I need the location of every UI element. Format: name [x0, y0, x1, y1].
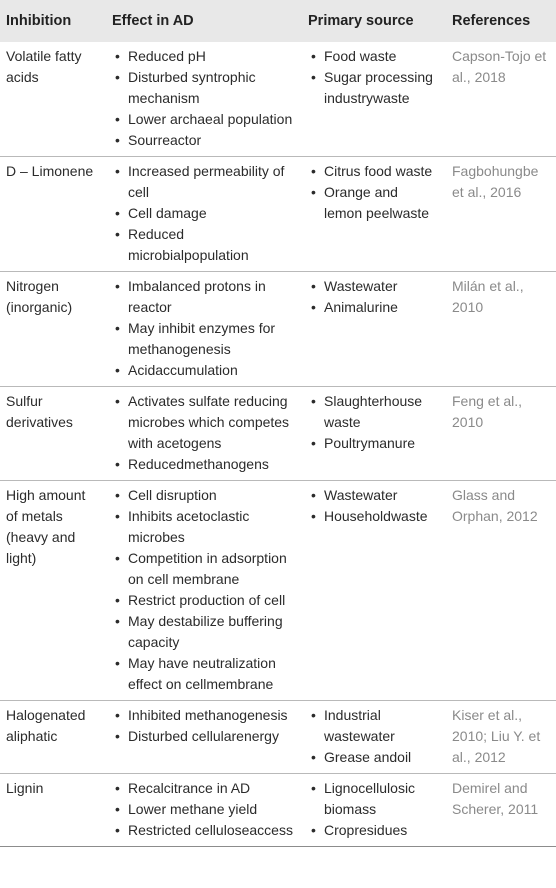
- reference-cell: Demirel and Scherer, 2011: [452, 780, 539, 817]
- source-cell-list: [308, 778, 438, 841]
- effect-item: • Lower archaeal population: [112, 109, 294, 130]
- effect-cell-list: [112, 46, 294, 151]
- reference-cell: Milán et al., 2010: [452, 278, 524, 315]
- effect-item: • Increased permeability of cell: [112, 161, 294, 203]
- effect-item: • Cell damage: [112, 203, 294, 224]
- effect-cell: [106, 774, 302, 847]
- effect-cell: [106, 387, 302, 481]
- table-row: [0, 774, 556, 847]
- header-references: References: [452, 12, 531, 29]
- source-cell: [302, 774, 446, 847]
- source-cell: [302, 481, 446, 701]
- effect-item: • Disturbed cellularenergy: [112, 726, 294, 747]
- source-item: • Wastewater: [308, 276, 438, 297]
- table-row: [0, 701, 556, 774]
- reference-cell: Glass and Orphan, 2012: [452, 487, 538, 524]
- header-row: [0, 0, 556, 42]
- source-cell: [302, 157, 446, 272]
- effect-item: • Disturbed syntrophic mechanism: [112, 67, 294, 109]
- source-item: • Food waste: [308, 46, 438, 67]
- source-cell-list: [308, 46, 438, 109]
- source-cell-list: [308, 391, 438, 454]
- source-item: • Animalurine: [308, 297, 438, 318]
- effect-item: • May have neutralization effect on cellmembrane: [112, 653, 294, 695]
- source-item: • Grease andoil: [308, 747, 438, 768]
- source-cell: [302, 701, 446, 774]
- effect-item: • May inhibit enzymes for methanogenesis: [112, 318, 294, 360]
- table-row: [0, 481, 556, 701]
- effect-item: • Reducedmethanogens: [112, 454, 294, 475]
- effect-cell-list: [112, 485, 294, 695]
- source-cell-list: [308, 705, 438, 768]
- reference-cell: Capson-Tojo et al., 2018: [452, 48, 547, 85]
- source-cell: [302, 272, 446, 387]
- header-source: Primary source: [308, 12, 414, 29]
- header-inhibition: Inhibition: [6, 12, 72, 29]
- reference-cell: Feng et al., 2010: [452, 393, 523, 430]
- inhibition-cell: Sulfur derivatives: [6, 393, 73, 430]
- source-item: • Householdwaste: [308, 506, 438, 527]
- inhibition-cell: Volatile fatty acids: [6, 48, 82, 85]
- reference-cell: Fagbohungbe et al., 2016: [452, 163, 539, 200]
- effect-cell: [106, 272, 302, 387]
- effect-item: • Recalcitrance in AD: [112, 778, 294, 799]
- table-body: [0, 42, 556, 847]
- effect-item: • Reduced microbialpopulation: [112, 224, 294, 266]
- inhibition-cell: D – Limonene: [6, 163, 94, 179]
- effect-item: • Restricted celluloseaccess: [112, 820, 294, 841]
- source-item: • Poultrymanure: [308, 433, 438, 454]
- source-item: • Industrial wastewater: [308, 705, 438, 747]
- source-item: • Lignocellulosic biomass: [308, 778, 438, 820]
- source-item: • Wastewater: [308, 485, 438, 506]
- effect-cell-list: [112, 276, 294, 381]
- source-item: • Sugar processing industrywaste: [308, 67, 438, 109]
- source-item: • Orange and lemon peelwaste: [308, 182, 438, 224]
- source-item: • Cropresidues: [308, 820, 438, 841]
- table-row: [0, 387, 556, 481]
- effect-item: • Cell disruption: [112, 485, 294, 506]
- header-effect: Effect in AD: [112, 12, 194, 29]
- effect-cell: [106, 157, 302, 272]
- effect-cell: [106, 42, 302, 157]
- effect-cell-list: [112, 705, 294, 747]
- effect-cell-list: [112, 161, 294, 266]
- effect-item: • Inhibits acetoclastic microbes: [112, 506, 294, 548]
- table-row: [0, 272, 556, 387]
- effect-item: • Acidaccumulation: [112, 360, 294, 381]
- effect-item: • Lower methane yield: [112, 799, 294, 820]
- source-cell-list: [308, 276, 438, 318]
- effect-item: • Reduced pH: [112, 46, 294, 67]
- source-item: • Citrus food waste: [308, 161, 438, 182]
- effect-cell: [106, 701, 302, 774]
- inhibition-cell: Lignin: [6, 780, 44, 796]
- table-header: [0, 0, 556, 42]
- effect-item: • Sourreactor: [112, 130, 294, 151]
- effect-cell-list: [112, 391, 294, 475]
- table-row: [0, 157, 556, 272]
- effect-cell-list: [112, 778, 294, 841]
- source-cell: [302, 42, 446, 157]
- effect-item: • Inhibited methanogenesis: [112, 705, 294, 726]
- source-item: • Slaughterhouse waste: [308, 391, 438, 433]
- effect-item: • Restrict production of cell: [112, 590, 294, 611]
- inhibition-cell: High amount of metals (heavy and light): [6, 487, 86, 566]
- effect-item: • May destabilize buffering capacity: [112, 611, 294, 653]
- source-cell-list: [308, 161, 438, 224]
- source-cell: [302, 387, 446, 481]
- inhibition-cell: Halogenated aliphatic: [6, 707, 86, 744]
- source-cell-list: [308, 485, 438, 527]
- effect-item: • Imbalanced protons in reactor: [112, 276, 294, 318]
- table-row: [0, 42, 556, 157]
- effect-item: • Activates sulfate reducing microbes which competes with acetogens: [112, 391, 294, 454]
- effect-cell: [106, 481, 302, 701]
- reference-cell: Kiser et al., 2010; Liu Y. et al., 2012: [452, 707, 541, 765]
- inhibition-cell: Nitrogen (inorganic): [6, 278, 73, 315]
- effect-item: • Competition in adsorption on cell membrane: [112, 548, 294, 590]
